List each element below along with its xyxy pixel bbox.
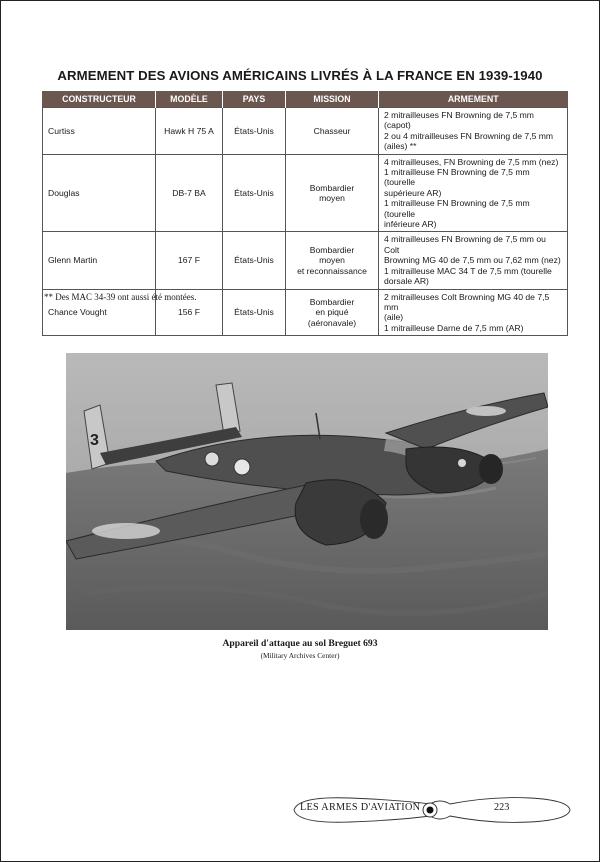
cell-armement xyxy=(379,154,568,232)
armement-line: 4 mitrailleuses FN Browning de 7,5 mm ou Colt xyxy=(384,234,546,255)
cell-modele: 167 F xyxy=(156,232,223,289)
mission-line: (aéronavale) xyxy=(307,317,357,328)
cell-modele: DB-7 BA xyxy=(156,154,223,232)
aircraft-photo xyxy=(66,353,548,630)
mission-line: Bombardier xyxy=(309,182,355,193)
mission-line: Chasseur xyxy=(313,125,351,136)
armement-line: (aile) xyxy=(384,312,404,323)
photo-caption: Appareil d'attaque au sol Breguet 693 xyxy=(222,638,378,649)
near-propeller-hub xyxy=(360,499,388,539)
header-mission: MISSION xyxy=(286,91,379,108)
header-modele: MODÈLE xyxy=(156,91,223,108)
cell-pays: États-Unis xyxy=(223,289,286,336)
table-row xyxy=(43,108,568,155)
wing-roundel xyxy=(92,523,160,539)
armement-line: Browning MG 40 de 7,5 mm ou 7,62 mm (nez) xyxy=(384,255,561,266)
mission-line: et reconnaissance xyxy=(297,265,367,276)
cell-pays: États-Unis xyxy=(223,108,286,155)
cell-modele: Hawk H 75 A xyxy=(156,108,223,155)
armement-line: 1 mitrailleuse Darne de 7,5 mm (AR) xyxy=(384,322,524,333)
mission-line: moyen xyxy=(319,193,345,204)
cell-pays: États-Unis xyxy=(223,154,286,232)
roundel xyxy=(234,459,250,475)
cell-constructeur: Curtiss xyxy=(43,108,156,155)
cell-mission xyxy=(286,232,379,289)
fuselage-number: 3 xyxy=(90,432,99,449)
cell-constructeur: Glenn Martin xyxy=(43,232,156,289)
table-row xyxy=(43,154,568,232)
cell-armement xyxy=(379,232,568,289)
cell-armement xyxy=(379,108,568,155)
armement-line: 2 ou 4 mitrailleuses FN Browning de 7,5 mm xyxy=(384,130,554,141)
breguet-693-illustration xyxy=(66,353,548,630)
table-row xyxy=(43,232,568,289)
page-number: 223 xyxy=(494,802,510,813)
armement-line: inférieure AR) xyxy=(384,219,437,230)
armement-line: 2 mitrailleuses FN Browning de 7,5 mm (capot) xyxy=(384,110,534,131)
footnote: ** Des MAC 34-39 ont aussi été montées. xyxy=(44,292,197,302)
mission-line: Bombardier xyxy=(309,244,355,255)
header-pays: PAYS xyxy=(223,91,286,108)
cell-mission xyxy=(286,289,379,336)
armement-line: 1 mitrailleuse FN Browning de 7,5 mm (tourelle xyxy=(384,198,530,219)
roundel xyxy=(205,452,219,466)
cell-modele: 156 F xyxy=(156,289,223,336)
header-constructeur: CONSTRUCTEUR xyxy=(43,91,156,108)
header-armement: ARMEMENT xyxy=(379,91,568,108)
cell-mission xyxy=(286,108,379,155)
table-header-row xyxy=(43,91,568,108)
page-title: ARMEMENT DES AVIONS AMÉRICAINS LIVRÉS À LA FRANCE EN 1939-1940 xyxy=(57,68,543,83)
far-propeller-hub xyxy=(479,454,503,484)
armement-line: 4 mitrailleuses, FN Browning de 7,5 mm (nez) xyxy=(384,156,559,167)
armement-line: 1 mitrailleuse MAC 34 T de 7,5 mm (tourelle xyxy=(384,265,552,276)
cell-pays: États-Unis xyxy=(223,232,286,289)
cell-constructeur: Douglas xyxy=(43,154,156,232)
footer-book-title: LES ARMES D'AVIATION xyxy=(300,802,421,813)
armement-line: supérieure AR) xyxy=(384,187,442,198)
mission-line: en piqué xyxy=(315,307,349,318)
cell-armement xyxy=(379,289,568,336)
cell-constructeur: Chance Vought xyxy=(43,289,156,336)
armement-line: 1 mitrailleuse FN Browning de 7,5 mm (tourelle xyxy=(384,167,530,188)
armement-line: dorsale AR) xyxy=(384,276,429,287)
armement-line: 2 mitrailleuses Colt Browning MG 40 de 7,5 mm xyxy=(384,291,550,312)
photo-credit: (Military Archives Center) xyxy=(260,651,340,660)
armement-line: (ailes) ** xyxy=(384,141,417,152)
cell-mission xyxy=(286,154,379,232)
mission-line: moyen xyxy=(319,255,345,266)
mission-line: Bombardier xyxy=(309,296,355,307)
